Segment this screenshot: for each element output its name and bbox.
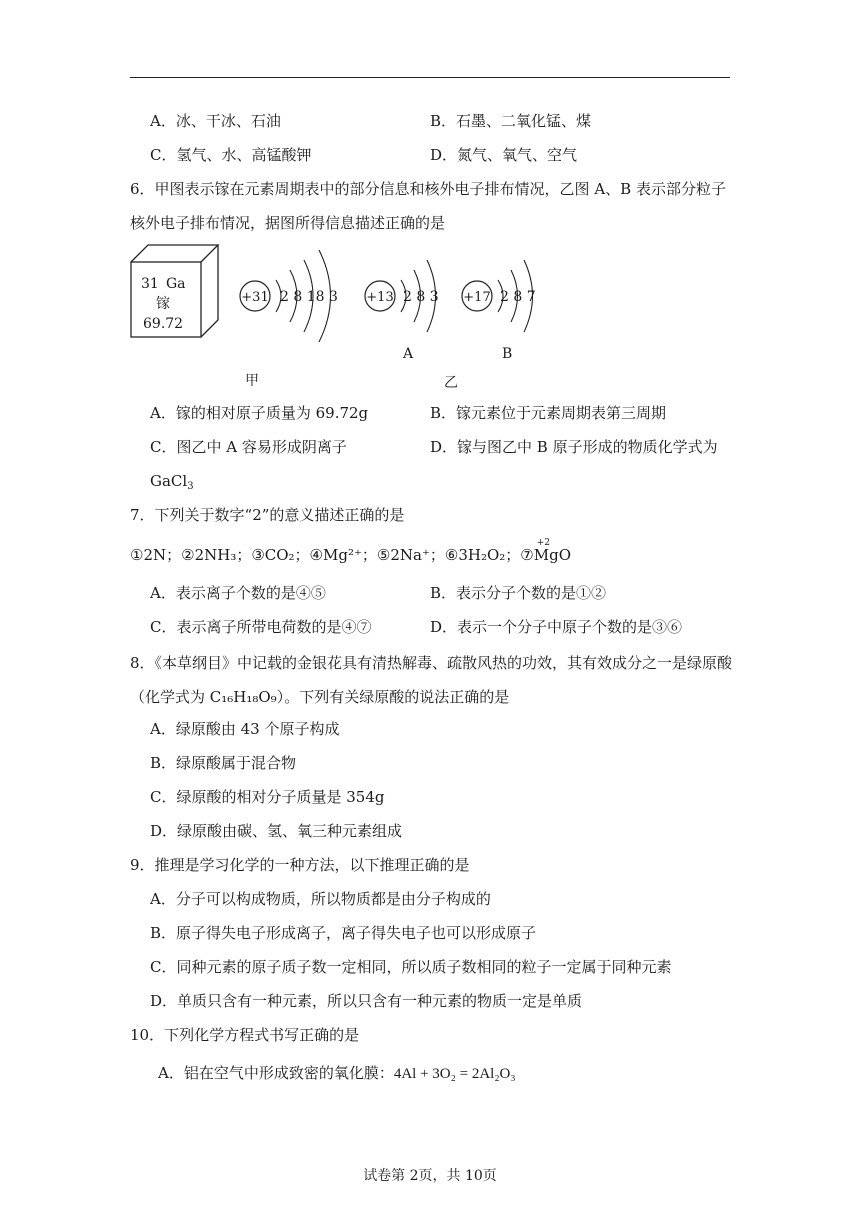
q7-option-b: B．表示分子个数的是①② [430,584,607,602]
element-name: 镓 [156,296,170,312]
q9-option-c: C．同种元素的原子质子数一定相同，所以质子数相同的粒子一定属于同种元素 [150,958,672,976]
q8-option-d: D．绿原酸由碳、氢、氧三种元素组成 [150,822,403,840]
q7-option-c: C．表示离子所带电荷数的是④⑦ [150,618,372,636]
top-rule [130,77,730,78]
q8-option-b: B．绿原酸属于混合物 [150,754,297,772]
label-a: A [403,346,414,362]
q6-option-d-formula: GaCl$_3$ [150,472,194,492]
ga-electrons: 2 8 18 3 [280,289,338,305]
q9-option-d: D．单质只含有一种元素，所以只含有一种元素的物质一定是单质 [150,992,583,1010]
q7-option-d: D．表示一个分子中原子个数的是③⑥ [430,618,683,636]
element-mass: 69.72 [143,316,184,332]
q10-option-a-equation: 4Al + 3O₂ = 2Al₂O₃ [393,1066,516,1082]
q6-option-c: C．图乙中 A 容易形成阴离子 [150,438,347,456]
element-cube [131,245,218,337]
q5-option-d: D．氮气、氧气、空气 [430,146,578,164]
q7-option-a: A．表示离子个数的是④⑤ [150,584,326,602]
q6-option-a: A．镓的相对原子质量为 69.72g [150,404,369,422]
label-yi: 乙 [444,375,458,391]
atom-a-nucleus: +13 [366,290,394,305]
q8-stem-line1: 8．《本草纲目》中记载的金银花具有清热解毒、疏散风热的功效，其有效成分之一是绿原酸 [130,654,733,672]
q6-option-d: D．镓与图乙中 B 原子形成的物质化学式为 [430,438,718,456]
label-b: B [502,346,513,362]
q10-stem: 10．下列化学方程式书写正确的是 [130,1026,360,1044]
q8-stem-line2: （化学式为 C₁₆H₁₈O₉）。下列有关绿原酸的说法正确的是 [130,688,510,706]
page-footer: 试卷第 2页，共 10页 [363,1168,497,1184]
q6-option-b: B．镓元素位于元素周期表第三周期 [430,404,667,422]
q9-option-a: A．分子可以构成物质，所以物质都是由分子构成的 [150,890,491,908]
q8-option-a: A．绿原酸由 43 个原子构成 [150,720,340,738]
ga-atom-diagram [240,250,338,342]
q9-option-b: B．原子得失电子形成离子，离子得失电子也可以形成原子 [150,924,537,942]
q7-items [130,538,571,566]
atom-a-electrons: 2 8 3 [403,289,439,305]
atom-b-electrons: 2 8 7 [500,289,536,305]
q10-option-a [158,1062,516,1085]
q5-option-b: B．石墨、二氧化锰、煤 [430,112,592,130]
q7-stem: 7．下列关于数字“2”的意义描述正确的是 [130,506,405,524]
q6-figure [128,240,548,399]
element-symbol: Ga [166,276,186,292]
q8-option-c: C．绿原酸的相对分子质量是 354g [150,788,385,806]
element-number: 31 [141,276,159,292]
q6-stem-line1: 6．甲图表示镓在元素周期表中的部分信息和核外电子排布情况，乙图 A、B 表示部分粒子 [130,180,726,198]
label-jia: 甲 [245,373,259,389]
atom-b-diagram [462,260,536,362]
atom-b-nucleus: +17 [463,290,491,305]
q9-stem: 9．推理是学习化学的一种方法，以下推理正确的是 [130,856,470,874]
q7-item7-mgo: +2 MgO [534,544,571,566]
q5-option-a: A．冰、干冰、石油 [150,112,281,130]
atom-a-diagram [365,260,439,362]
q10-option-a-text: A．铝在空气中形成致密的氧化膜： [158,1064,394,1082]
ga-nucleus: +31 [241,290,269,305]
q7-item7-valence: +2 [536,538,551,548]
q6-stem-line2: 核外电子排布情况，据图所得信息描述正确的是 [130,214,446,232]
q5-option-c: C．氢气、水、高锰酸钾 [150,146,312,164]
q7-items-text: ①2N；②2NH₃；③CO₂；④Mg²⁺；⑤2Na⁺；⑥3H₂O₂；⑦ [130,546,534,564]
